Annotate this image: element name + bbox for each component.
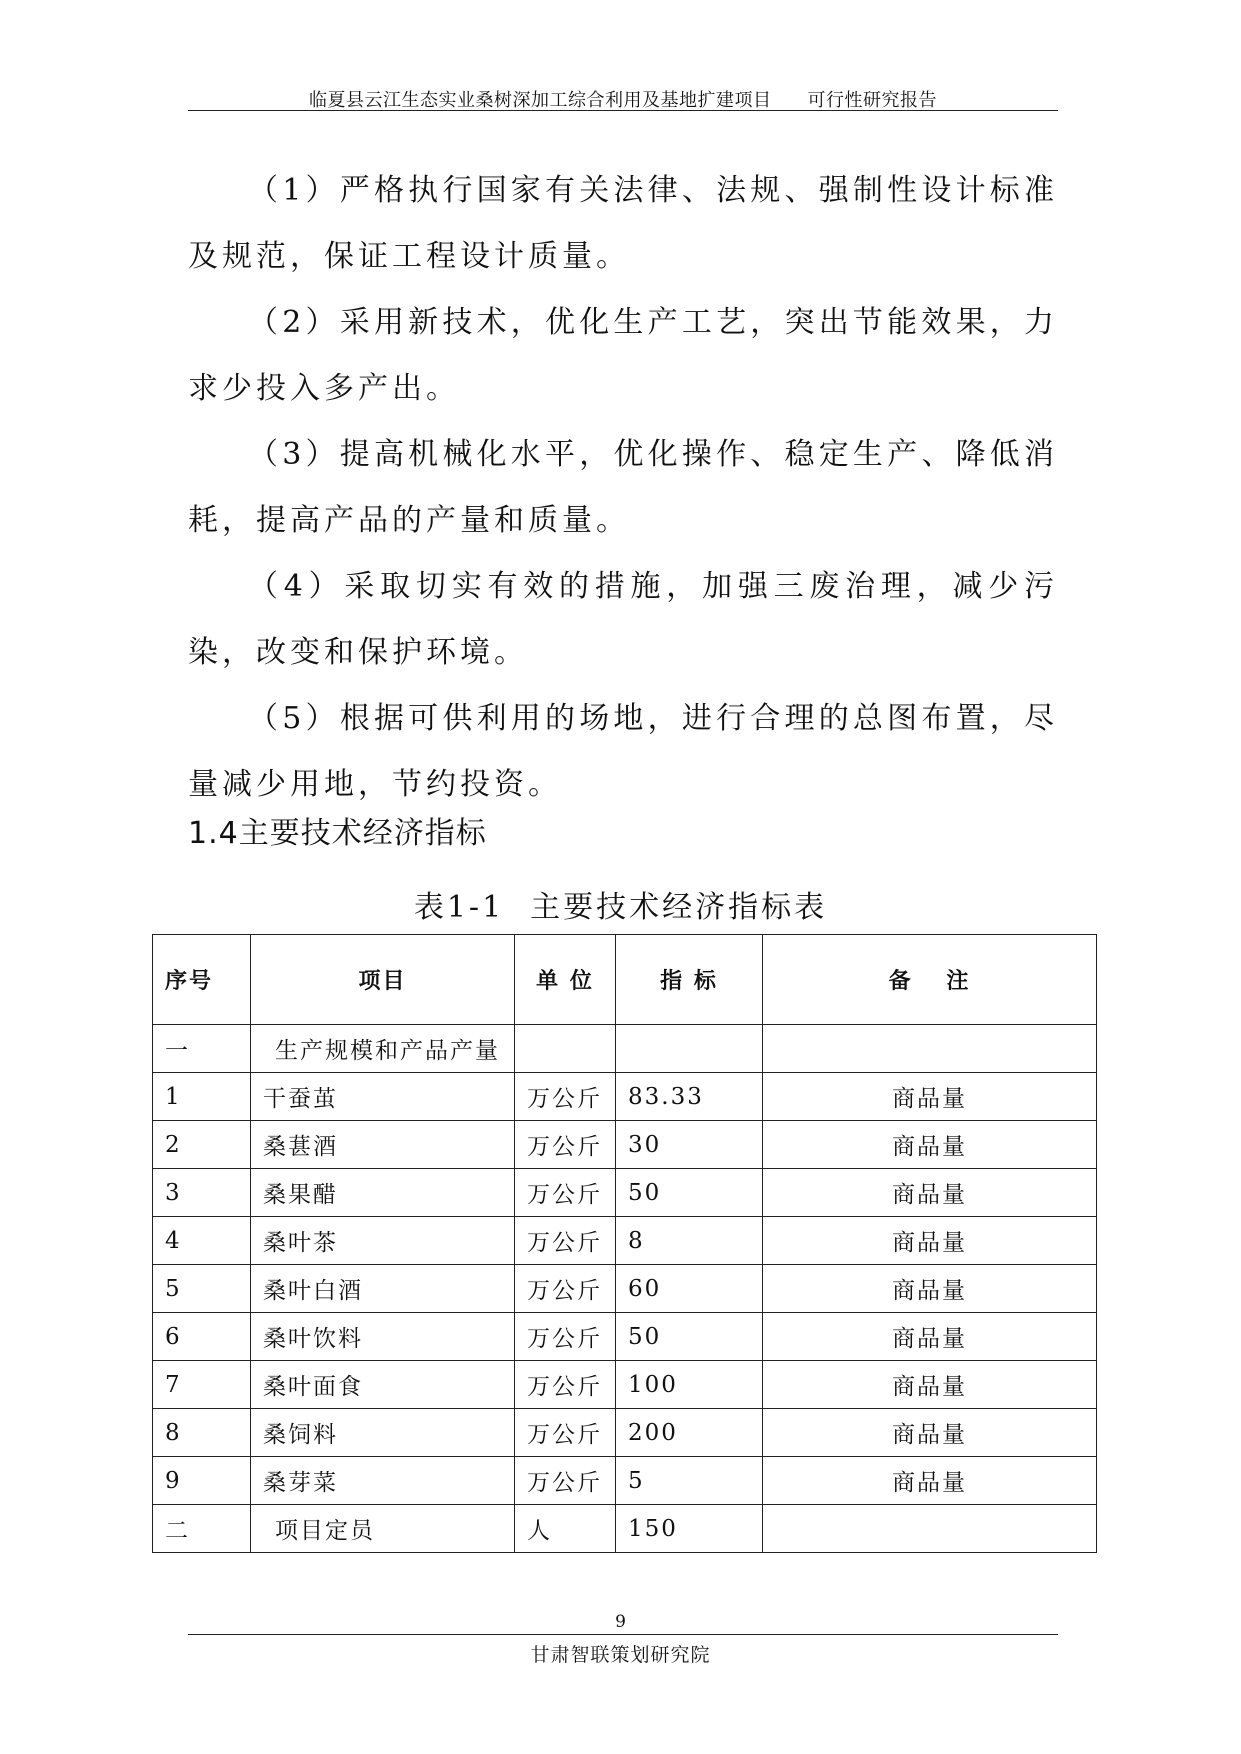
- body-text: [188, 158, 1058, 818]
- cell-no: 9: [153, 1457, 251, 1505]
- cell-value: 50: [616, 1313, 763, 1361]
- cell-no: 7: [153, 1361, 251, 1409]
- paragraph-3: （3）提高机械化水平，优化操作、稳定生产、降低消耗，提高产品的产量和质量。: [188, 437, 1058, 538]
- cell-remark: 商品量: [763, 1169, 1097, 1217]
- cell-unit: 万公斤: [515, 1265, 616, 1313]
- paragraph-1: （1）严格执行国家有关法律、法规、强制性设计标准及规范，保证工程设计质量。: [188, 173, 1058, 274]
- cell-no: 一: [153, 1025, 251, 1073]
- paragraph-2: （2）采用新技术，优化生产工艺，突出节能效果，力求少投入多产出。: [188, 305, 1058, 406]
- cell-remark: 商品量: [763, 1361, 1097, 1409]
- cell-no: 二: [153, 1505, 251, 1553]
- table-row: [153, 1121, 1097, 1169]
- cell-remark: 商品量: [763, 1073, 1097, 1121]
- cell-value: 200: [616, 1409, 763, 1457]
- cell-item: 生产规模和产品产量: [251, 1025, 515, 1073]
- indicators-table: [152, 934, 1097, 1553]
- table-row: [153, 1361, 1097, 1409]
- header-remark: 备 注: [763, 935, 1097, 1025]
- cell-unit: 万公斤: [515, 1217, 616, 1265]
- table-row: [153, 1409, 1097, 1457]
- cell-unit: 人: [515, 1505, 616, 1553]
- table-row: [153, 1505, 1097, 1553]
- table-header-row: [153, 935, 1097, 1025]
- cell-value: 100: [616, 1361, 763, 1409]
- footer-rule: [188, 1634, 1058, 1635]
- cell-value: 5: [616, 1457, 763, 1505]
- table-caption: [0, 882, 1241, 926]
- cell-unit: 万公斤: [515, 1361, 616, 1409]
- paragraph-5: （5）根据可供利用的场地，进行合理的总图布置，尽量减少用地，节约投资。: [188, 701, 1058, 802]
- cell-unit: [515, 1025, 616, 1073]
- cell-remark: 商品量: [763, 1313, 1097, 1361]
- footer-organization: 甘肃智联策划研究院: [530, 1644, 711, 1666]
- section-heading: 1.4主要技术经济指标: [188, 816, 487, 851]
- cell-value: 150: [616, 1505, 763, 1553]
- cell-value: 50: [616, 1169, 763, 1217]
- header-project-title: 临夏县云江生态实业桑树深加工综合利用及基地扩建项目: [309, 90, 772, 111]
- table-caption-number: 表1-1: [413, 890, 505, 925]
- cell-item: 项目定员: [251, 1505, 515, 1553]
- table-row: [153, 1313, 1097, 1361]
- table-row: [153, 1265, 1097, 1313]
- cell-item: 桑饲料: [251, 1409, 515, 1457]
- cell-unit: 万公斤: [515, 1121, 616, 1169]
- cell-remark: 商品量: [763, 1217, 1097, 1265]
- table-row: [153, 1457, 1097, 1505]
- cell-remark: 商品量: [763, 1409, 1097, 1457]
- cell-unit: 万公斤: [515, 1169, 616, 1217]
- cell-no: 6: [153, 1313, 251, 1361]
- cell-item: 桑葚酒: [251, 1121, 515, 1169]
- cell-no: 4: [153, 1217, 251, 1265]
- cell-remark: [763, 1505, 1097, 1553]
- cell-no: 5: [153, 1265, 251, 1313]
- cell-item: 桑叶茶: [251, 1217, 515, 1265]
- cell-unit: 万公斤: [515, 1457, 616, 1505]
- cell-no: 8: [153, 1409, 251, 1457]
- cell-remark: 商品量: [763, 1121, 1097, 1169]
- header-item: 项目: [251, 935, 515, 1025]
- cell-value: 30: [616, 1121, 763, 1169]
- header-rule: [188, 110, 1058, 111]
- table-row: [153, 1073, 1097, 1121]
- cell-unit: 万公斤: [515, 1409, 616, 1457]
- cell-remark: 商品量: [763, 1457, 1097, 1505]
- cell-item: 桑叶白酒: [251, 1265, 515, 1313]
- header-report-type: 可行性研究报告: [807, 90, 937, 111]
- cell-no: 3: [153, 1169, 251, 1217]
- table-row: [153, 1217, 1097, 1265]
- cell-remark: 商品量: [763, 1265, 1097, 1313]
- cell-value: [616, 1025, 763, 1073]
- table-row: [153, 1025, 1097, 1073]
- page-header: [188, 86, 1058, 112]
- cell-no: 1: [153, 1073, 251, 1121]
- cell-unit: 万公斤: [515, 1073, 616, 1121]
- header-unit: 单 位: [515, 935, 616, 1025]
- cell-item: 桑叶饮料: [251, 1313, 515, 1361]
- header-value: 指 标: [616, 935, 763, 1025]
- paragraph-4: （4）采取切实有效的措施，加强三废治理，减少污染，改变和保护环境。: [188, 569, 1058, 670]
- cell-item: 干蚕茧: [251, 1073, 515, 1121]
- cell-value: 8: [616, 1217, 763, 1265]
- cell-no: 2: [153, 1121, 251, 1169]
- cell-unit: 万公斤: [515, 1313, 616, 1361]
- cell-value: 60: [616, 1265, 763, 1313]
- cell-value: 83.33: [616, 1073, 763, 1121]
- header-no: 序号: [153, 935, 251, 1025]
- page-number: 9: [615, 1612, 626, 1632]
- table-caption-title: 主要技术经济指标表: [530, 890, 828, 925]
- table-body: [153, 1025, 1097, 1553]
- cell-item: 桑叶面食: [251, 1361, 515, 1409]
- table-row: [153, 1169, 1097, 1217]
- cell-item: 桑芽菜: [251, 1457, 515, 1505]
- cell-remark: [763, 1025, 1097, 1073]
- cell-item: 桑果醋: [251, 1169, 515, 1217]
